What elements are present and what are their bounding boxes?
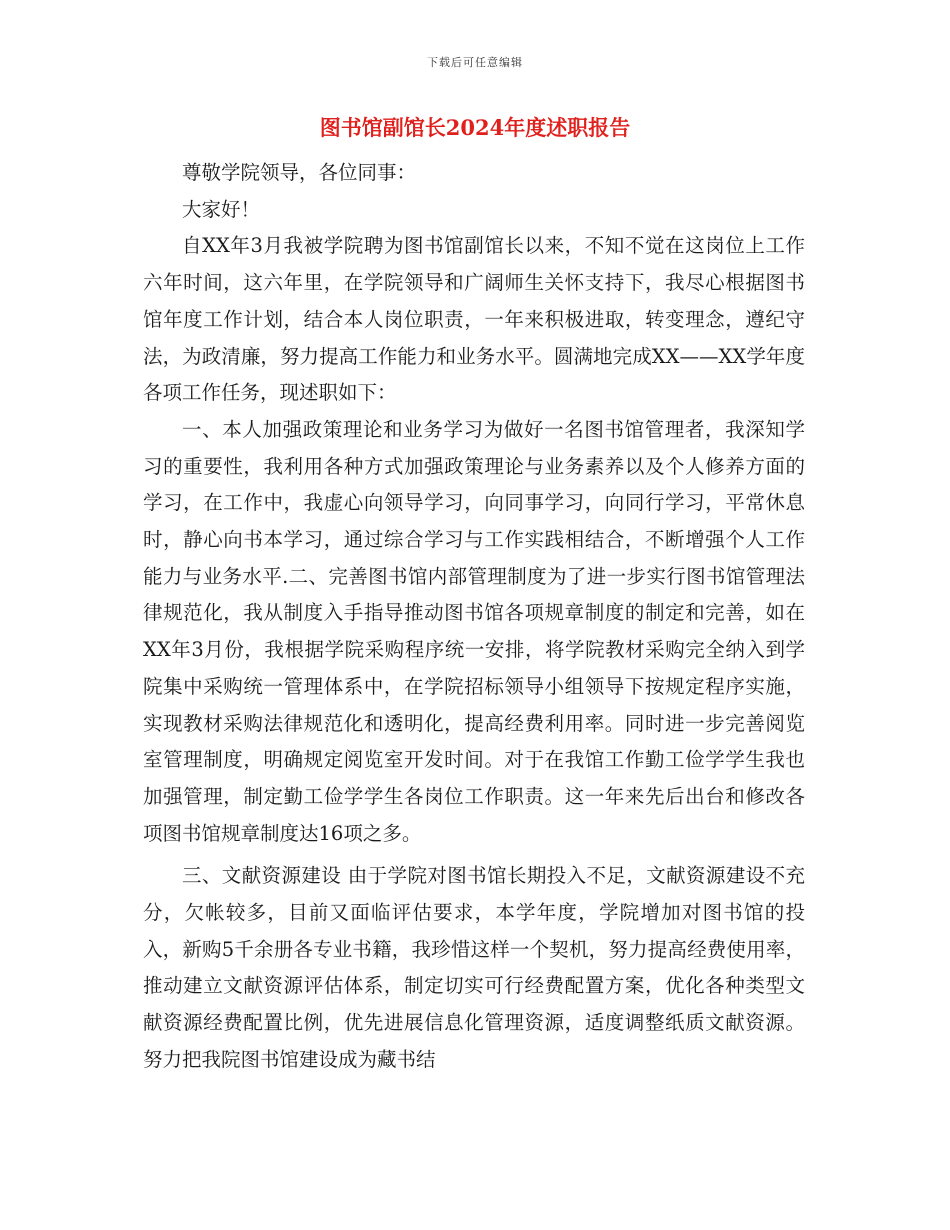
header-note: 下载后可任意编辑 xyxy=(427,56,523,69)
document-body xyxy=(143,155,805,1079)
salutation: 尊敬学院领导，各位同事： xyxy=(182,161,417,184)
paragraph-section-three: 三、文献资源建设 由于学院对图书馆长期投入不足，文献资源建设不充分，欠帐较多，目前又面临评估要求，本学年度，学院增加对图书馆的投入，新购5千余册各专业书籍，我珍惜这样一个契机，努力提高经费使用率，推动建立文献资源评估体系，制定切实可行经费配置方案，优化各种类型文献资源经费配置比例，优先进展信息化管理资源，适度调整纸质文献资源。努力把我院图书馆建设成为藏书结 xyxy=(143,864,805,1071)
greeting: 大家好！ xyxy=(182,197,261,221)
paragraph-section-one-two: 一、本人加强政策理论和业务学习为做好一名图书馆管理者，我深知学习的重要性，我利用各种方式加强政策理论与业务素养以及个人修养方面的学习，在工作中，我虚心向领导学习，向同事学习，向同行学习，平常休息时，静心向书本学习，通过综合学习与工作实践相结合，不断增强个人工作能力与业务水平.二、完善图书馆内部管理制度为了进一步实行图书馆管理法律规范化，我从制度入手指导推动图书馆各项规章制度的制定和完善，如在XX年3月份，我根据学院采购程序统一安排，将学院教材采购完全纳入到学院集中采购统一管理体系中，在学院招标领导小组领导下按规定程序实施，实现教材采购法律规范化和透明化，提高经费利用率。同时进一步完善阅览室管理制度，明确规定阅览室开发时间。对于在我馆工作勤工俭学学生我也加强管理，制定勤工俭学学生各岗位工作职责。这一年来先后出台和修改各项图书馆规章制度达16项之多。 xyxy=(143,417,805,845)
document-title: 图书馆副馆长2024年度述职报告 xyxy=(319,115,631,140)
paragraph-intro: 自XX年3月我被学院聘为图书馆副馆长以来，不知不觉在这岗位上工作六年时间，这六年里，在学院领导和广阔师生关怀支持下，我尽心根据图书馆年度工作计划，结合本人岗位职责，一年来积极进取，转变理念，遵纪守法，为政清廉，努力提高工作能力和业务水平。圆满地完成XX——XX学年度各项工作任务，现述职如下： xyxy=(143,234,805,405)
